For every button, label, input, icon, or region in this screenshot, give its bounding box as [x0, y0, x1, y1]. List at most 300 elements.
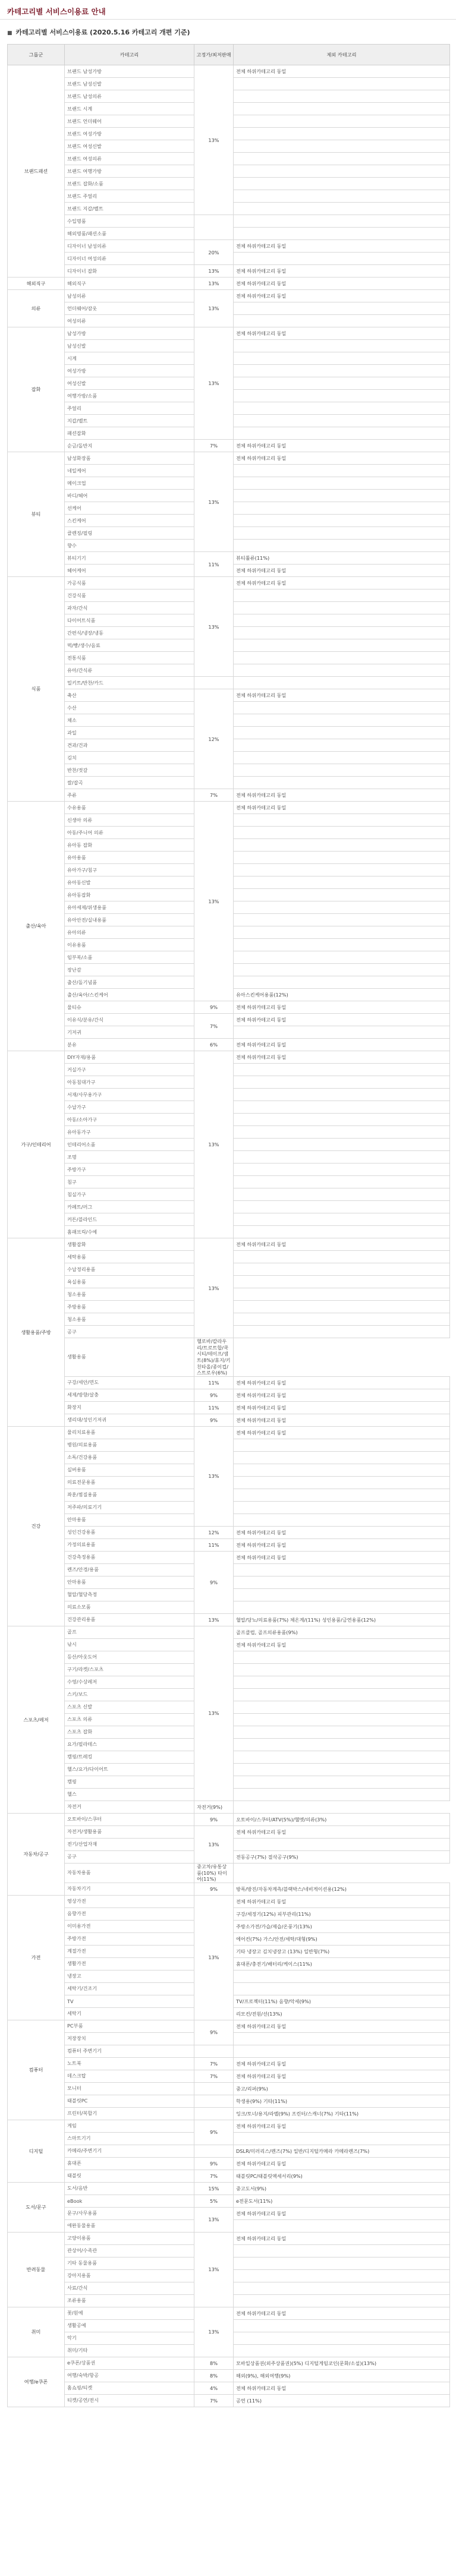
rate-cell: [194, 2045, 234, 2057]
category-cell: 출산/육아/스킨케어: [65, 989, 194, 1001]
detail-cell: [234, 1776, 450, 1788]
detail-cell: [234, 951, 450, 964]
detail-cell: [234, 490, 450, 502]
category-cell: 영상가전: [65, 1895, 194, 1907]
rate-cell: 13%: [194, 1895, 234, 2020]
page-title: 카테고리별 서비스이용료 안내: [7, 7, 106, 16]
rate-cell: 5%: [194, 2195, 234, 2207]
detail-cell: [234, 228, 450, 240]
detail-cell: 전체 하위카테고리 동일: [234, 2382, 450, 2394]
detail-cell: [234, 926, 450, 939]
group-cell: 도서/문구: [8, 2182, 65, 2232]
category-cell: 홈패브릭/수예: [65, 1226, 194, 1238]
detail-cell: 잉크/토너/용지/라벨(9%) 프린터/스캐너(7%) 기타(11%): [234, 2107, 450, 2120]
category-cell: 카페트/러그: [65, 1201, 194, 1213]
rate-cell: 9%: [194, 1389, 234, 1401]
detail-cell: 모바일상품권(외주상품권)(5%) 디지털게임코인(문화/소설)(13%): [234, 2357, 450, 2369]
detail-cell: 전체 하위카테고리 동일: [234, 2207, 450, 2219]
rate-cell: 13%: [194, 452, 234, 552]
title-divider: [0, 19, 456, 20]
table-row: [8, 1883, 450, 1895]
detail-cell: [234, 589, 450, 602]
table-row: [8, 789, 450, 802]
category-cell: 수입명품: [65, 215, 194, 228]
category-cell: 오토바이/스쿠터: [65, 1813, 194, 1825]
detail-cell: [234, 1489, 450, 1501]
detail-cell: [234, 1326, 450, 1338]
detail-cell: 전체 하위카테고리 동일: [234, 1014, 450, 1026]
table-row: [8, 2020, 450, 2032]
rate-cell: 13%: [194, 2232, 234, 2307]
category-cell: 휴대폰: [65, 2157, 194, 2170]
category-cell: 자전거/생활용품: [65, 1825, 194, 1838]
category-cell: 이미용가전: [65, 1920, 194, 1932]
detail-cell: [234, 1601, 450, 1613]
detail-cell: [234, 140, 450, 153]
group-cell: 해외직구: [8, 278, 65, 290]
table-row: [8, 2145, 450, 2157]
detail-cell: [234, 1251, 450, 1263]
group-cell: 스포츠/레저: [8, 1626, 65, 1813]
detail-cell: 전체 하위카테고리 동일: [234, 1426, 450, 1439]
category-cell: 의료소모품: [65, 1601, 194, 1613]
detail-cell: 전체 하위카테고리 동일: [234, 789, 450, 802]
table-row: [8, 2057, 450, 2070]
category-cell: 혈압/혈당측정: [65, 1588, 194, 1601]
table-row: [8, 2307, 450, 2319]
detail-cell: 공연 (11%): [234, 2394, 450, 2407]
fee-table: [7, 44, 450, 2407]
category-cell: 카메라/주변기기: [65, 2145, 194, 2157]
category-cell: 공구: [65, 1850, 194, 1863]
detail-cell: [234, 340, 450, 352]
detail-cell: 헬로바/칼라우리/트로트합/쿡시티/테이프/샘트(8%)/휴지/키친타올/종이컵/스트로우(6%): [194, 1338, 234, 1377]
category-cell: 홈쇼핑/티켓: [65, 2382, 194, 2394]
category-cell: 브랜드 주얼리: [65, 190, 194, 203]
category-cell: 건강관리용품: [65, 1613, 194, 1626]
table-row: [8, 452, 450, 465]
detail-cell: 전체 하위카테고리 동일: [234, 2120, 450, 2132]
detail-cell: [234, 540, 450, 552]
table-row: [8, 290, 450, 302]
detail-cell: [234, 764, 450, 777]
table-row: [8, 1051, 450, 1064]
rate-cell: 8%: [194, 2369, 234, 2382]
rate-cell: 7%: [194, 789, 234, 802]
detail-cell: 전체 하위카테고리 동일: [234, 2232, 450, 2244]
category-cell: 취미/기타: [65, 2344, 194, 2357]
category-cell: 의료전문용품: [65, 1476, 194, 1489]
category-cell: 클렌징/필링: [65, 527, 194, 540]
category-cell: 이유용품: [65, 939, 194, 951]
table-row: [8, 2120, 450, 2132]
detail-cell: 전체 하위카테고리 동일: [234, 1376, 450, 1389]
table-row: [8, 2170, 450, 2182]
category-cell: 태블릿PC: [65, 2095, 194, 2107]
detail-cell: [234, 153, 450, 165]
category-cell: 캠핑: [65, 1776, 194, 1788]
table-row: [8, 1538, 450, 1551]
detail-cell: [234, 1982, 450, 1995]
category-cell: 신생아 의류: [65, 814, 194, 827]
detail-cell: [234, 702, 450, 714]
rate-cell: 7%: [194, 2170, 234, 2182]
detail-cell: 혈압/당뇨/의료용품(7%) 체온계/(11%) 성인용품/금연용품(12%): [234, 1613, 450, 1626]
detail-cell: [234, 727, 450, 739]
category-cell: 애완동물용품: [65, 2219, 194, 2232]
detail-cell: [234, 78, 450, 90]
detail-cell: 중고/리퍼(9%): [234, 2082, 450, 2095]
group-cell: 생활용품/주방: [8, 1238, 65, 1427]
category-cell: 욕실용품: [65, 1276, 194, 1288]
rate-cell: 6%: [194, 1039, 234, 1051]
category-cell: 채소: [65, 714, 194, 727]
rate-cell: 13%: [194, 1051, 234, 1238]
table-row: [8, 265, 450, 278]
category-cell: 저주파/의료기기: [65, 1501, 194, 1514]
rate-cell: 9%: [194, 1813, 234, 1825]
category-cell: 안마용품: [65, 1576, 194, 1588]
detail-cell: 전체 하위카테고리 동일: [234, 1538, 450, 1551]
table-row: [8, 1039, 450, 1051]
category-cell: 브랜드 여행가방: [65, 165, 194, 178]
category-cell: 꽃/원예: [65, 2307, 194, 2319]
group-cell: 컴퓨터: [8, 2020, 65, 2120]
detail-cell: [234, 1701, 450, 1713]
table-row: [8, 2095, 450, 2107]
detail-cell: [234, 502, 450, 515]
rate-cell: 13%: [194, 265, 234, 278]
category-cell: 등산/아웃도어: [65, 1651, 194, 1663]
category-cell: 유아동신발: [65, 876, 194, 889]
category-cell: 기저귀: [65, 1026, 194, 1039]
detail-cell: 구강/세정기(12%) 피부관리(11%): [234, 1907, 450, 1920]
category-cell: 구기/라켓/스포츠: [65, 1663, 194, 1676]
detail-cell: [234, 215, 450, 228]
rate-cell: 7%: [194, 440, 234, 452]
category-cell: 조명: [65, 1151, 194, 1164]
detail-cell: 전체 하위카테고리 동일: [234, 1238, 450, 1251]
detail-cell: [234, 1476, 450, 1489]
detail-cell: [234, 1313, 450, 1326]
category-cell: DIY자재/용품: [65, 1051, 194, 1064]
table-row: [8, 1401, 450, 1414]
category-cell: 헬스: [65, 1788, 194, 1801]
table-row: [8, 2382, 450, 2394]
detail-cell: 전체 하위카테고리 동일: [234, 452, 450, 465]
rate-cell: 13%: [194, 327, 234, 440]
detail-cell: [234, 1838, 450, 1850]
detail-cell: 전체 하위카테고리 동일: [234, 1389, 450, 1401]
table-row: [8, 1001, 450, 1014]
table-row: [8, 689, 450, 702]
detail-cell: [234, 1763, 450, 1776]
detail-cell: 전체 하위카테고리 동일: [234, 1825, 450, 1838]
detail-cell: [234, 2332, 450, 2344]
detail-cell: 전체 하위카테고리 동일: [234, 327, 450, 340]
category-cell: 스키/보드: [65, 1688, 194, 1701]
detail-cell: [234, 1970, 450, 1982]
detail-cell: [234, 2319, 450, 2332]
bullet-icon: ■: [7, 30, 12, 36]
detail-cell: [234, 814, 450, 827]
category-cell: 유아가구/침구: [65, 864, 194, 876]
detail-cell: [234, 90, 450, 103]
category-cell: 청소용품: [65, 1288, 194, 1301]
rate-cell: 8%: [194, 2357, 234, 2369]
category-cell: 반찬/젓갈: [65, 764, 194, 777]
table-row: [8, 1613, 450, 1626]
rate-cell: 12%: [194, 1526, 234, 1538]
detail-cell: [234, 1663, 450, 1676]
detail-cell: [234, 465, 450, 477]
detail-cell: [234, 1751, 450, 1763]
section-heading: [7, 27, 190, 37]
category-cell: 주류: [65, 789, 194, 802]
detail-cell: [234, 976, 450, 989]
detail-cell: 전체 하위카테고리 동일: [234, 1414, 450, 1426]
detail-cell: 전체 하위카테고리 동일: [234, 1895, 450, 1907]
category-cell: 게임: [65, 2120, 194, 2132]
detail-cell: [234, 1501, 450, 1514]
detail-cell: 유아스킨케어용품(12%): [234, 989, 450, 1001]
table-row: [8, 802, 450, 814]
table-row: [8, 1376, 450, 1389]
detail-cell: [234, 1276, 450, 1288]
category-cell: 태블릿: [65, 2170, 194, 2182]
detail-cell: [234, 2132, 450, 2145]
detail-cell: 오토바이/스쿠터/ATV(5%)/헬멧/의류(3%): [234, 1813, 450, 1825]
detail-cell: [234, 1288, 450, 1301]
detail-cell: [234, 515, 450, 527]
category-cell: 가공식품: [65, 577, 194, 589]
detail-cell: 중고도서(9%): [234, 2182, 450, 2195]
section-heading-text: 카테고리별 서비스이용료 (2020.5.16 카테고리 개편 기준): [15, 29, 190, 36]
category-cell: 안마용품: [65, 1514, 194, 1526]
category-cell: PC부품: [65, 2020, 194, 2032]
detail-cell: 전체 하위카테고리 동일: [234, 1401, 450, 1414]
group-cell: 브랜드패션: [8, 65, 65, 278]
category-cell: 유아세제/위생용품: [65, 901, 194, 914]
column-header-group: 그룹군: [8, 45, 65, 65]
category-cell: 여성의류: [65, 315, 194, 327]
rate-cell: 13%: [194, 577, 234, 677]
group-cell: 의류: [8, 290, 65, 327]
category-cell: 선케어: [65, 502, 194, 515]
category-cell: 성인건강용품: [65, 1526, 194, 1538]
fee-table-container: [7, 44, 449, 2407]
detail-cell: [234, 1301, 450, 1313]
detail-cell: [234, 103, 450, 115]
detail-cell: [234, 664, 450, 677]
detail-cell: [234, 901, 450, 914]
category-cell: 브랜드 여성가방: [65, 128, 194, 140]
detail-cell: 주방소가전/가습/제습/온풍기(13%): [234, 1920, 450, 1932]
table-row: [8, 278, 450, 290]
rate-cell: 7%: [194, 2057, 234, 2070]
category-cell: 프린터/복합기: [65, 2107, 194, 2120]
detail-cell: 전체 하위카테고리 동일: [234, 1051, 450, 1064]
category-cell: 디자이너 잡화: [65, 265, 194, 278]
detail-cell: [234, 1126, 450, 1139]
category-cell: 유아의류: [65, 926, 194, 939]
rate-cell: 13%: [194, 1626, 234, 1801]
category-cell: 스마트기기: [65, 2132, 194, 2145]
group-cell: 여행/e쿠폰: [8, 2357, 65, 2407]
group-cell: 뷰티: [8, 452, 65, 577]
rate-cell: 12%: [194, 689, 234, 789]
category-cell: 음향가전: [65, 1907, 194, 1920]
detail-cell: [234, 752, 450, 764]
category-cell: 문구/사무용품: [65, 2207, 194, 2219]
detail-cell: [234, 427, 450, 440]
category-cell: 침실가구: [65, 1188, 194, 1201]
detail-cell: 전체 하위카테고리 동일: [234, 1039, 450, 1051]
table-row: [8, 577, 450, 589]
rate-cell: 13%: [194, 802, 234, 1001]
category-cell: 생리대/성인기저귀: [65, 1414, 194, 1426]
detail-cell: [234, 178, 450, 190]
detail-cell: 전체 하위카테고리 동일: [234, 802, 450, 814]
category-cell: 디자이너 여성의류: [65, 253, 194, 265]
detail-cell: [234, 852, 450, 864]
category-cell: 남성가방: [65, 327, 194, 340]
table-row: [8, 1626, 450, 1638]
category-cell: 생활잡화: [65, 1238, 194, 1251]
category-cell: 전통식품: [65, 652, 194, 664]
detail-cell: [234, 2244, 450, 2257]
detail-cell: [234, 2269, 450, 2282]
detail-cell: [234, 1201, 450, 1213]
category-cell: 해외직구: [65, 278, 194, 290]
detail-cell: 전체 하위카테고리 동일: [234, 2307, 450, 2319]
column-header-rate: 고정가/최저판매: [194, 45, 234, 65]
detail-cell: [234, 864, 450, 876]
detail-cell: 전체 하위카테고리 동일: [234, 1551, 450, 1563]
category-cell: 유아용품: [65, 852, 194, 864]
table-header-row: [8, 45, 450, 65]
category-cell: 여성신발: [65, 377, 194, 390]
rate-cell: 7%: [194, 1014, 234, 1039]
table-row: [8, 2207, 450, 2219]
category-cell: 수납정리용품: [65, 1263, 194, 1276]
category-cell: 브랜드 여성신발: [65, 140, 194, 153]
category-cell: 도서/음반: [65, 2182, 194, 2195]
rate-cell: 9%: [194, 2120, 234, 2145]
category-cell: 유아동 잡화: [65, 839, 194, 852]
detail-cell: [234, 302, 450, 315]
category-cell: 건강식품: [65, 589, 194, 602]
detail-cell: [234, 402, 450, 415]
category-cell: 분유: [65, 1039, 194, 1051]
category-cell: 저장장치: [65, 2032, 194, 2045]
detail-cell: [234, 2294, 450, 2307]
rate-cell: 13%: [194, 65, 234, 215]
category-cell: 브랜드 지갑/벨트: [65, 203, 194, 215]
category-cell: 유아/간식류: [65, 664, 194, 677]
detail-cell: [234, 839, 450, 852]
rate-cell: [194, 677, 234, 689]
rate-cell: 11%: [194, 1376, 234, 1389]
category-cell: 유아동가구: [65, 1126, 194, 1139]
detail-cell: [234, 190, 450, 203]
table-row: [8, 215, 450, 228]
rate-cell: 13%: [194, 290, 234, 327]
group-cell: 취미: [8, 2307, 65, 2357]
detail-cell: [234, 627, 450, 639]
category-cell: 요가/필라테스: [65, 1738, 194, 1751]
detail-cell: [234, 876, 450, 889]
page-header: [0, 0, 456, 23]
category-cell: 스킨케어: [65, 515, 194, 527]
detail-cell: 학생용(9%) 기타(11%): [234, 2095, 450, 2107]
rate-cell: 13%: [194, 1613, 234, 1626]
rate-cell: 13%: [194, 2307, 234, 2357]
category-cell: 헤어케어: [65, 565, 194, 577]
category-cell: 장난감: [65, 964, 194, 976]
detail-cell: [234, 614, 450, 627]
detail-cell: 중고차/유통상품(10%) 타이어(11%): [194, 1863, 234, 1883]
detail-cell: [234, 714, 450, 727]
table-row: [8, 1014, 450, 1026]
category-cell: 다이어트식품: [65, 614, 194, 627]
detail-cell: 전체 하위카테고리 동일: [234, 1526, 450, 1538]
table-row: [8, 1238, 450, 1251]
category-cell: 주얼리: [65, 402, 194, 415]
category-cell: 청소용품: [65, 1313, 194, 1326]
detail-cell: [234, 2032, 450, 2045]
detail-cell: [234, 827, 450, 839]
detail-cell: [234, 477, 450, 490]
detail-cell: [234, 1738, 450, 1751]
category-cell: 수영/수상레저: [65, 1676, 194, 1688]
category-cell: 전기/산업자재: [65, 1838, 194, 1850]
detail-cell: [234, 1139, 450, 1151]
category-cell: 계절가전: [65, 1945, 194, 1957]
detail-cell: 해외(9%), 해외여행(9%): [234, 2369, 450, 2382]
category-cell: 생활용품: [65, 1338, 194, 1377]
rate-cell: [194, 2145, 234, 2157]
detail-cell: 전체 하위카테고리 동일: [234, 265, 450, 278]
detail-cell: [234, 1788, 450, 1801]
detail-cell: [234, 639, 450, 652]
category-cell: 노트북: [65, 2057, 194, 2070]
table-row: [8, 2045, 450, 2057]
detail-cell: [234, 377, 450, 390]
detail-cell: [234, 939, 450, 951]
detail-cell: [234, 2219, 450, 2232]
category-cell: 떡/빵/생수/음료: [65, 639, 194, 652]
detail-cell: [234, 889, 450, 901]
category-cell: 악기: [65, 2332, 194, 2344]
detail-cell: [234, 1576, 450, 1588]
table-row: [8, 552, 450, 565]
table-row: [8, 1813, 450, 1825]
category-cell: 아동침대가구: [65, 1076, 194, 1089]
rate-cell: 13%: [194, 1825, 234, 1863]
category-cell: 밀키트/반찬/카드: [65, 677, 194, 689]
table-row: [8, 1551, 450, 1563]
detail-cell: [234, 1101, 450, 1114]
category-cell: 조류용품: [65, 2294, 194, 2307]
category-cell: 세탁기: [65, 2007, 194, 2020]
group-cell: 자동차/공구: [8, 1813, 65, 1895]
table-row: [8, 2232, 450, 2244]
table-row: [8, 1426, 450, 1439]
category-cell: 화장지: [65, 1401, 194, 1414]
table-row: [8, 2369, 450, 2382]
detail-cell: [234, 315, 450, 327]
